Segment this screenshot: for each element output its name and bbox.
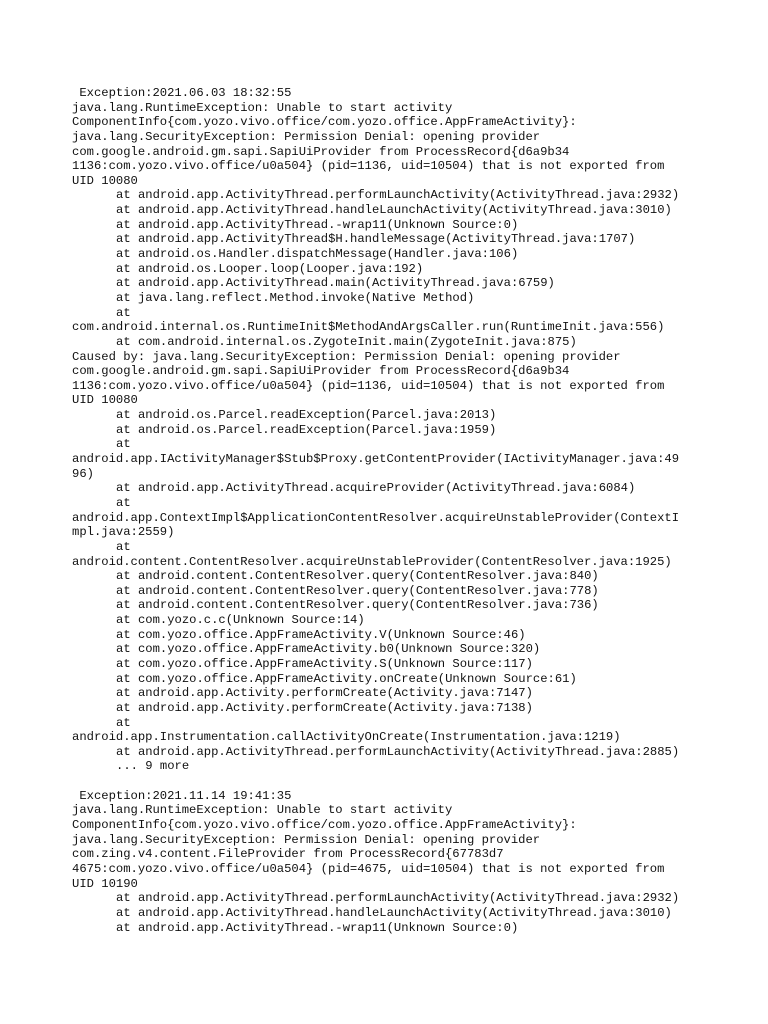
crash-log-document bbox=[72, 86, 732, 935]
block-spacer bbox=[72, 774, 732, 789]
stack-frame-line: at android.os.Looper.loop(Looper.java:192) bbox=[116, 261, 424, 276]
stack-frame-line: at android.app.ActivityThread.acquireProvider(ActivityThread.java:6084) bbox=[116, 481, 636, 496]
log-text-line: Exception:2021.06.03 18:32:55 bbox=[72, 86, 292, 100]
log-text-line: Caused by: java.lang.SecurityException: Permission Denial: opening provider bbox=[72, 349, 621, 364]
log-text-line: UID 10190 bbox=[72, 876, 138, 891]
log-text-line: ComponentInfo{com.yozo.vivo.office/com.yozo.office.AppFrameActivity}: bbox=[72, 115, 577, 130]
log-text-line: 4675:com.yozo.vivo.office/u0a504} (pid=4675, uid=10504) that is not exported from bbox=[72, 861, 665, 876]
log-text-line: java.lang.RuntimeException: Unable to start activity bbox=[72, 100, 453, 115]
log-text-line: java.lang.SecurityException: Permission Denial: opening provider bbox=[72, 832, 541, 847]
stack-frame-line: at com.yozo.office.AppFrameActivity.b0(Unknown Source:320) bbox=[116, 642, 541, 657]
stack-frame-line: at bbox=[116, 715, 131, 730]
stack-frame-line: at android.os.Parcel.readException(Parcel.java:2013) bbox=[116, 408, 497, 423]
stack-frame-line: at bbox=[116, 539, 131, 554]
stack-frame-line: at bbox=[116, 495, 131, 510]
stack-frame-line: at android.app.ActivityThread.-wrap11(Unknown Source:0) bbox=[116, 217, 519, 232]
exception-block bbox=[72, 86, 732, 774]
stack-frame-line: ... 9 more bbox=[116, 759, 190, 774]
exception-block bbox=[72, 789, 732, 935]
stack-frame-line: at bbox=[116, 437, 131, 452]
log-text-line: com.android.internal.os.RuntimeInit$MethodAndArgsCaller.run(RuntimeInit.java:556) bbox=[72, 320, 665, 335]
log-text-line: android.app.ContextImpl$ApplicationContentResolver.acquireUnstableProvider(ContextI bbox=[72, 510, 680, 525]
stack-frame-line: at android.app.ActivityThread.handleLaunchActivity(ActivityThread.java:3010) bbox=[116, 203, 672, 218]
log-text-line: android.app.IActivityManager$Stub$Proxy.getContentProvider(IActivityManager.java:49 bbox=[72, 452, 680, 467]
stack-frame-line: at android.app.ActivityThread.handleLaunchActivity(ActivityThread.java:3010) bbox=[116, 905, 672, 920]
log-text-line: ComponentInfo{com.yozo.vivo.office/com.yozo.office.AppFrameActivity}: bbox=[72, 818, 577, 833]
log-text-line: java.lang.RuntimeException: Unable to start activity bbox=[72, 803, 453, 818]
log-text-line: android.app.Instrumentation.callActivityOnCreate(Instrumentation.java:1219) bbox=[72, 730, 621, 745]
stack-frame-line: at android.app.ActivityThread.-wrap11(Unknown Source:0) bbox=[116, 920, 519, 935]
log-text-line: 1136:com.yozo.vivo.office/u0a504} (pid=1136, uid=10504) that is not exported from bbox=[72, 378, 665, 393]
log-text-line: 96) bbox=[72, 466, 94, 481]
stack-frame-line: at android.app.ActivityThread.performLaunchActivity(ActivityThread.java:2885) bbox=[116, 744, 680, 759]
stack-frame-line: at com.yozo.office.AppFrameActivity.S(Unknown Source:117) bbox=[116, 656, 533, 671]
stack-frame-line: at android.os.Parcel.readException(Parcel.java:1959) bbox=[116, 422, 497, 437]
log-text-line: java.lang.SecurityException: Permission Denial: opening provider bbox=[72, 129, 541, 144]
log-text-line: android.content.ContentResolver.acquireUnstableProvider(ContentResolver.java:1925) bbox=[72, 554, 672, 569]
stack-frame-line: at com.yozo.office.AppFrameActivity.onCreate(Unknown Source:61) bbox=[116, 671, 577, 686]
log-text-line: UID 10080 bbox=[72, 393, 138, 408]
stack-frame-line: at com.yozo.c.c(Unknown Source:14) bbox=[116, 613, 365, 628]
log-text-line: Exception:2021.11.14 19:41:35 bbox=[72, 788, 292, 803]
log-text-line: com.google.android.gm.sapi.SapiUiProvider from ProcessRecord{d6a9b34 bbox=[72, 364, 570, 379]
log-text-line: UID 10080 bbox=[72, 173, 138, 188]
log-text-line: com.zing.v4.content.FileProvider from ProcessRecord{67783d7 bbox=[72, 847, 504, 862]
stack-frame-line: at android.app.ActivityThread.performLaunchActivity(ActivityThread.java:2932) bbox=[116, 891, 680, 906]
stack-frame-line: at java.lang.reflect.Method.invoke(Native Method) bbox=[116, 290, 475, 305]
stack-frame-line: at android.app.ActivityThread.main(ActivityThread.java:6759) bbox=[116, 276, 555, 291]
stack-frame-line: at bbox=[116, 305, 131, 320]
stack-frame-line: at android.app.ActivityThread$H.handleMessage(ActivityThread.java:1707) bbox=[116, 232, 636, 247]
log-text-line: 1136:com.yozo.vivo.office/u0a504} (pid=1136, uid=10504) that is not exported from bbox=[72, 159, 665, 174]
stack-frame-line: at android.app.ActivityThread.performLaunchActivity(ActivityThread.java:2932) bbox=[116, 188, 680, 203]
log-text-line: mpl.java:2559) bbox=[72, 525, 175, 540]
stack-frame-line: at android.os.Handler.dispatchMessage(Handler.java:106) bbox=[116, 247, 519, 262]
stack-frame-line: at android.content.ContentResolver.query(ContentResolver.java:736) bbox=[116, 598, 599, 613]
stack-frame-line: at com.yozo.office.AppFrameActivity.V(Unknown Source:46) bbox=[116, 627, 526, 642]
stack-frame-line: at android.content.ContentResolver.query(ContentResolver.java:778) bbox=[116, 583, 599, 598]
stack-frame-line: at android.content.ContentResolver.query(ContentResolver.java:840) bbox=[116, 569, 599, 584]
log-text-line: com.google.android.gm.sapi.SapiUiProvider from ProcessRecord{d6a9b34 bbox=[72, 144, 570, 159]
stack-frame-line: at com.android.internal.os.ZygoteInit.main(ZygoteInit.java:875) bbox=[116, 334, 577, 349]
stack-frame-line: at android.app.Activity.performCreate(Activity.java:7138) bbox=[116, 700, 533, 715]
stack-frame-line: at android.app.Activity.performCreate(Activity.java:7147) bbox=[116, 686, 533, 701]
